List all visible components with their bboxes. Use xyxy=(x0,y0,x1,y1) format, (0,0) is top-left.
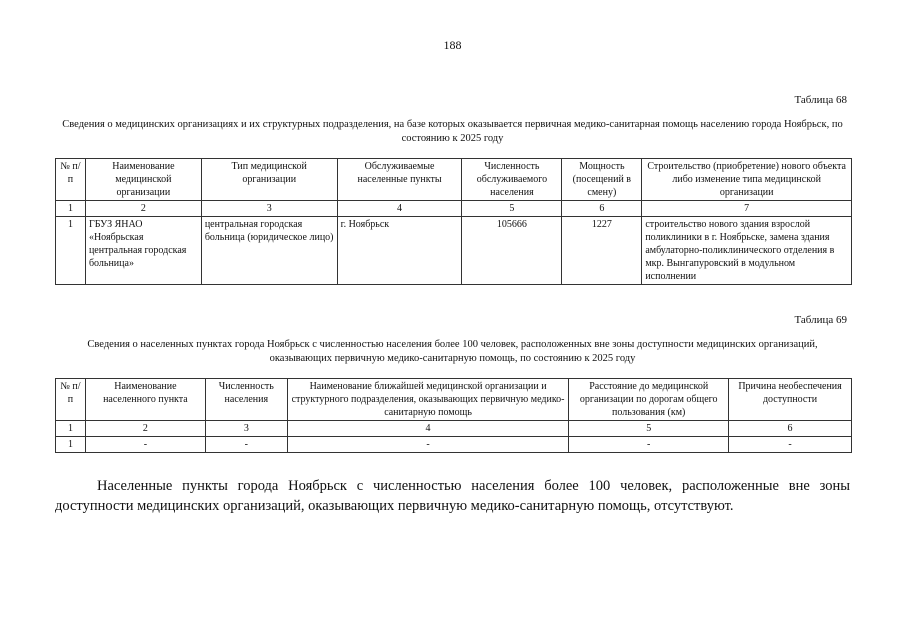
table-row xyxy=(56,437,852,453)
column-number: 2 xyxy=(85,421,205,437)
column-number: 6 xyxy=(729,421,852,437)
table-row xyxy=(56,217,852,285)
distance: - xyxy=(569,437,729,453)
table-69 xyxy=(55,378,852,453)
served-settlements: г. Ноябрьск xyxy=(337,217,462,285)
header-cell: Причина необеспечения доступности xyxy=(729,379,852,421)
header-cell: № п/п xyxy=(56,159,86,201)
header-cell: Наименование населенного пункта xyxy=(85,379,205,421)
table-68 xyxy=(55,158,852,285)
column-number: 3 xyxy=(205,421,287,437)
capacity: 1227 xyxy=(562,217,642,285)
page-number: 188 xyxy=(443,38,462,52)
column-number: 4 xyxy=(287,421,569,437)
header-cell: Наименование медицинской организации xyxy=(85,159,201,201)
header-cell: № п/п xyxy=(56,379,86,421)
table-69-header-row xyxy=(56,379,852,421)
header-cell: Численность населения xyxy=(205,379,287,421)
column-number: 4 xyxy=(337,201,462,217)
table-69-number-row xyxy=(56,421,852,437)
header-cell: Строительство (приобретение) нового объекта либо изменение типа медицинской организации xyxy=(642,159,852,201)
column-number: 5 xyxy=(462,201,562,217)
header-cell: Расстояние до медицинской организации по дорогам общего пользования (км) xyxy=(569,379,729,421)
served-population: 105666 xyxy=(462,217,562,285)
row-index: 1 xyxy=(56,437,86,453)
header-cell: Наименование ближайшей медицинской организации и структурного подразделения, оказывающих первичную медико-санитарную помощь xyxy=(287,379,569,421)
organization-type: центральная городская больница (юридическое лицо) xyxy=(201,217,337,285)
row-index: 1 xyxy=(56,217,86,285)
table-68-label: Таблица 68 xyxy=(794,94,847,106)
table-68-header-row xyxy=(56,159,852,201)
table-68-number-row xyxy=(56,201,852,217)
column-number: 6 xyxy=(562,201,642,217)
table-69-label: Таблица 69 xyxy=(794,314,847,326)
column-number: 3 xyxy=(201,201,337,217)
population: - xyxy=(205,437,287,453)
column-number: 2 xyxy=(85,201,201,217)
nearest-organization: - xyxy=(287,437,569,453)
header-cell: Обслуживаемые населенные пункты xyxy=(337,159,462,201)
column-number: 1 xyxy=(56,201,86,217)
column-number: 5 xyxy=(569,421,729,437)
conclusion-paragraph: Населенные пункты города Ноябрьск с численностью населения более 100 человек, расположенные вне зоны доступности медицинских организаций, оказывающих первичную медико-санитарную помощь, отсутствуют. xyxy=(55,478,850,514)
header-cell: Мощность (посещений в смену) xyxy=(562,159,642,201)
reason: - xyxy=(729,437,852,453)
table-69-caption: Сведения о населенных пунктах города Ноябрьск с численностью населения более 100 человек, расположенных вне зоны доступности медицинских организаций, оказывающих первичную медико-санитарную помощь, по состоянию к 2025 году xyxy=(87,339,818,364)
settlement-name: - xyxy=(85,437,205,453)
header-cell: Численность обслуживаемого населения xyxy=(462,159,562,201)
column-number: 7 xyxy=(642,201,852,217)
organization-name: ГБУЗ ЯНАО «Ноябрьская центральная городская больница» xyxy=(85,217,201,285)
table-68-caption: Сведения о медицинских организациях и их структурных подразделения, на базе которых оказывается первичная медико-санитарная помощь населению города Ноябрьск, по состоянию к 2025 году xyxy=(62,119,843,144)
header-cell: Тип медицинской организации xyxy=(201,159,337,201)
construction-plan: строительство нового здания взрослой поликлиники в г. Ноябрьске, замена здания амбулаторно-поликлинического отделения в мкр. Вынгапуровский в модульном исполнении xyxy=(642,217,852,285)
column-number: 1 xyxy=(56,421,86,437)
